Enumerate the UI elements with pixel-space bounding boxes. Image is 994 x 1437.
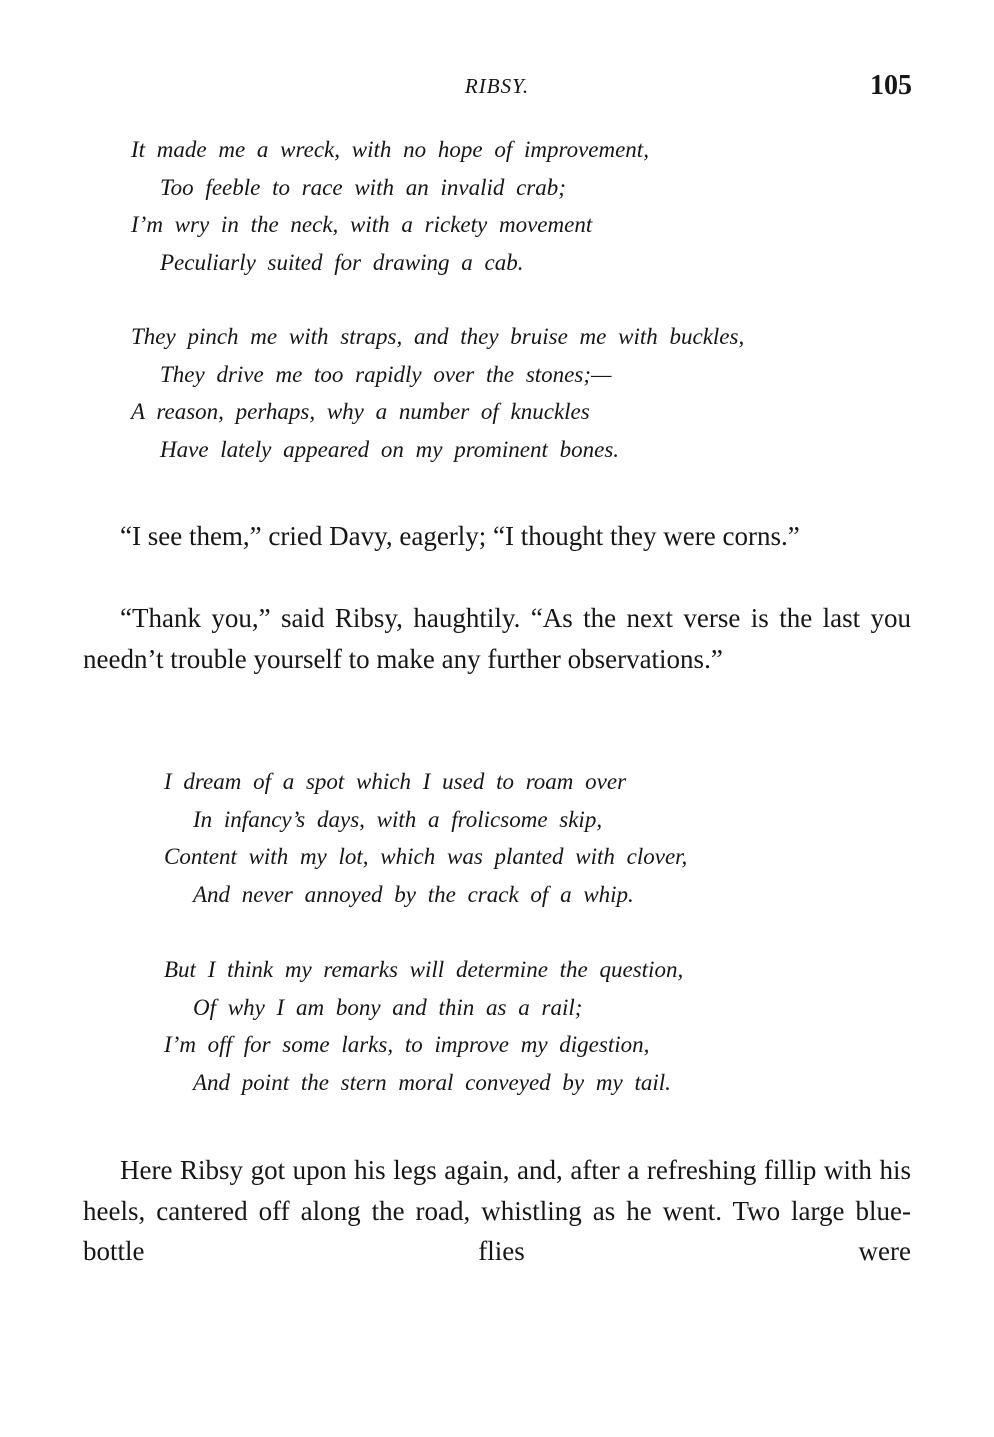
verse-line: Peculiarly suited for drawing a cab. — [160, 249, 524, 275]
prose-paragraph-3 — [83, 1150, 911, 1272]
verse-line: I dream of a spot which I used to roam over — [164, 769, 627, 794]
poem-stanza-2 — [131, 318, 744, 468]
paragraph-text: “Thank you,” said Ribsy, haughtily. “As the next verse is the last you needn’t trouble yourself to make any further observations.” — [83, 603, 911, 674]
verse-line: And never annoyed by the crack of a whip. — [193, 881, 634, 907]
verse-line: It made me a wreck, with no hope of improvement, — [131, 137, 649, 162]
verse-line: They drive me too rapidly over the stones;— — [160, 361, 612, 387]
poem-stanza-4 — [164, 951, 683, 1101]
page-number: 105 — [870, 70, 912, 101]
verse-line: But I think my remarks will determine the question, — [164, 957, 684, 982]
verse-line: I’m wry in the neck, with a rickety movement — [131, 212, 593, 238]
prose-paragraph-2 — [83, 598, 911, 679]
verse-line: Of why I am bony and thin as a rail; — [193, 994, 583, 1020]
verse-line: I’m off for some larks, to improve my digestion, — [164, 1032, 650, 1058]
running-title-text: RIBSY. — [464, 74, 530, 98]
poem-stanza-1 — [131, 131, 649, 281]
verse-line: And point the stern moral conveyed by my tail. — [193, 1069, 671, 1095]
verse-line: Content with my lot, which was planted with clover, — [164, 844, 688, 870]
verse-line: Have lately appeared on my prominent bones. — [160, 436, 620, 462]
paragraph-text: Here Ribsy got upon his legs again, and, after a refreshing fillip with his heels, cantered off along the road, whistling as he went. Two large blue-bottle flies were — [83, 1155, 911, 1267]
prose-paragraph-1 — [83, 516, 911, 557]
paragraph-text: “I see them,” cried Davy, eagerly; “I thought they were corns.” — [120, 521, 800, 551]
running-title — [0, 74, 994, 99]
verse-line: In infancy’s days, with a frolicsome skip, — [193, 806, 603, 832]
verse-line: A reason, perhaps, why a number of knuckles — [131, 399, 590, 425]
poem-stanza-3 — [164, 763, 687, 913]
verse-line: Too feeble to race with an invalid crab; — [160, 174, 566, 200]
verse-line: They pinch me with straps, and they bruise me with buckles, — [131, 324, 745, 349]
